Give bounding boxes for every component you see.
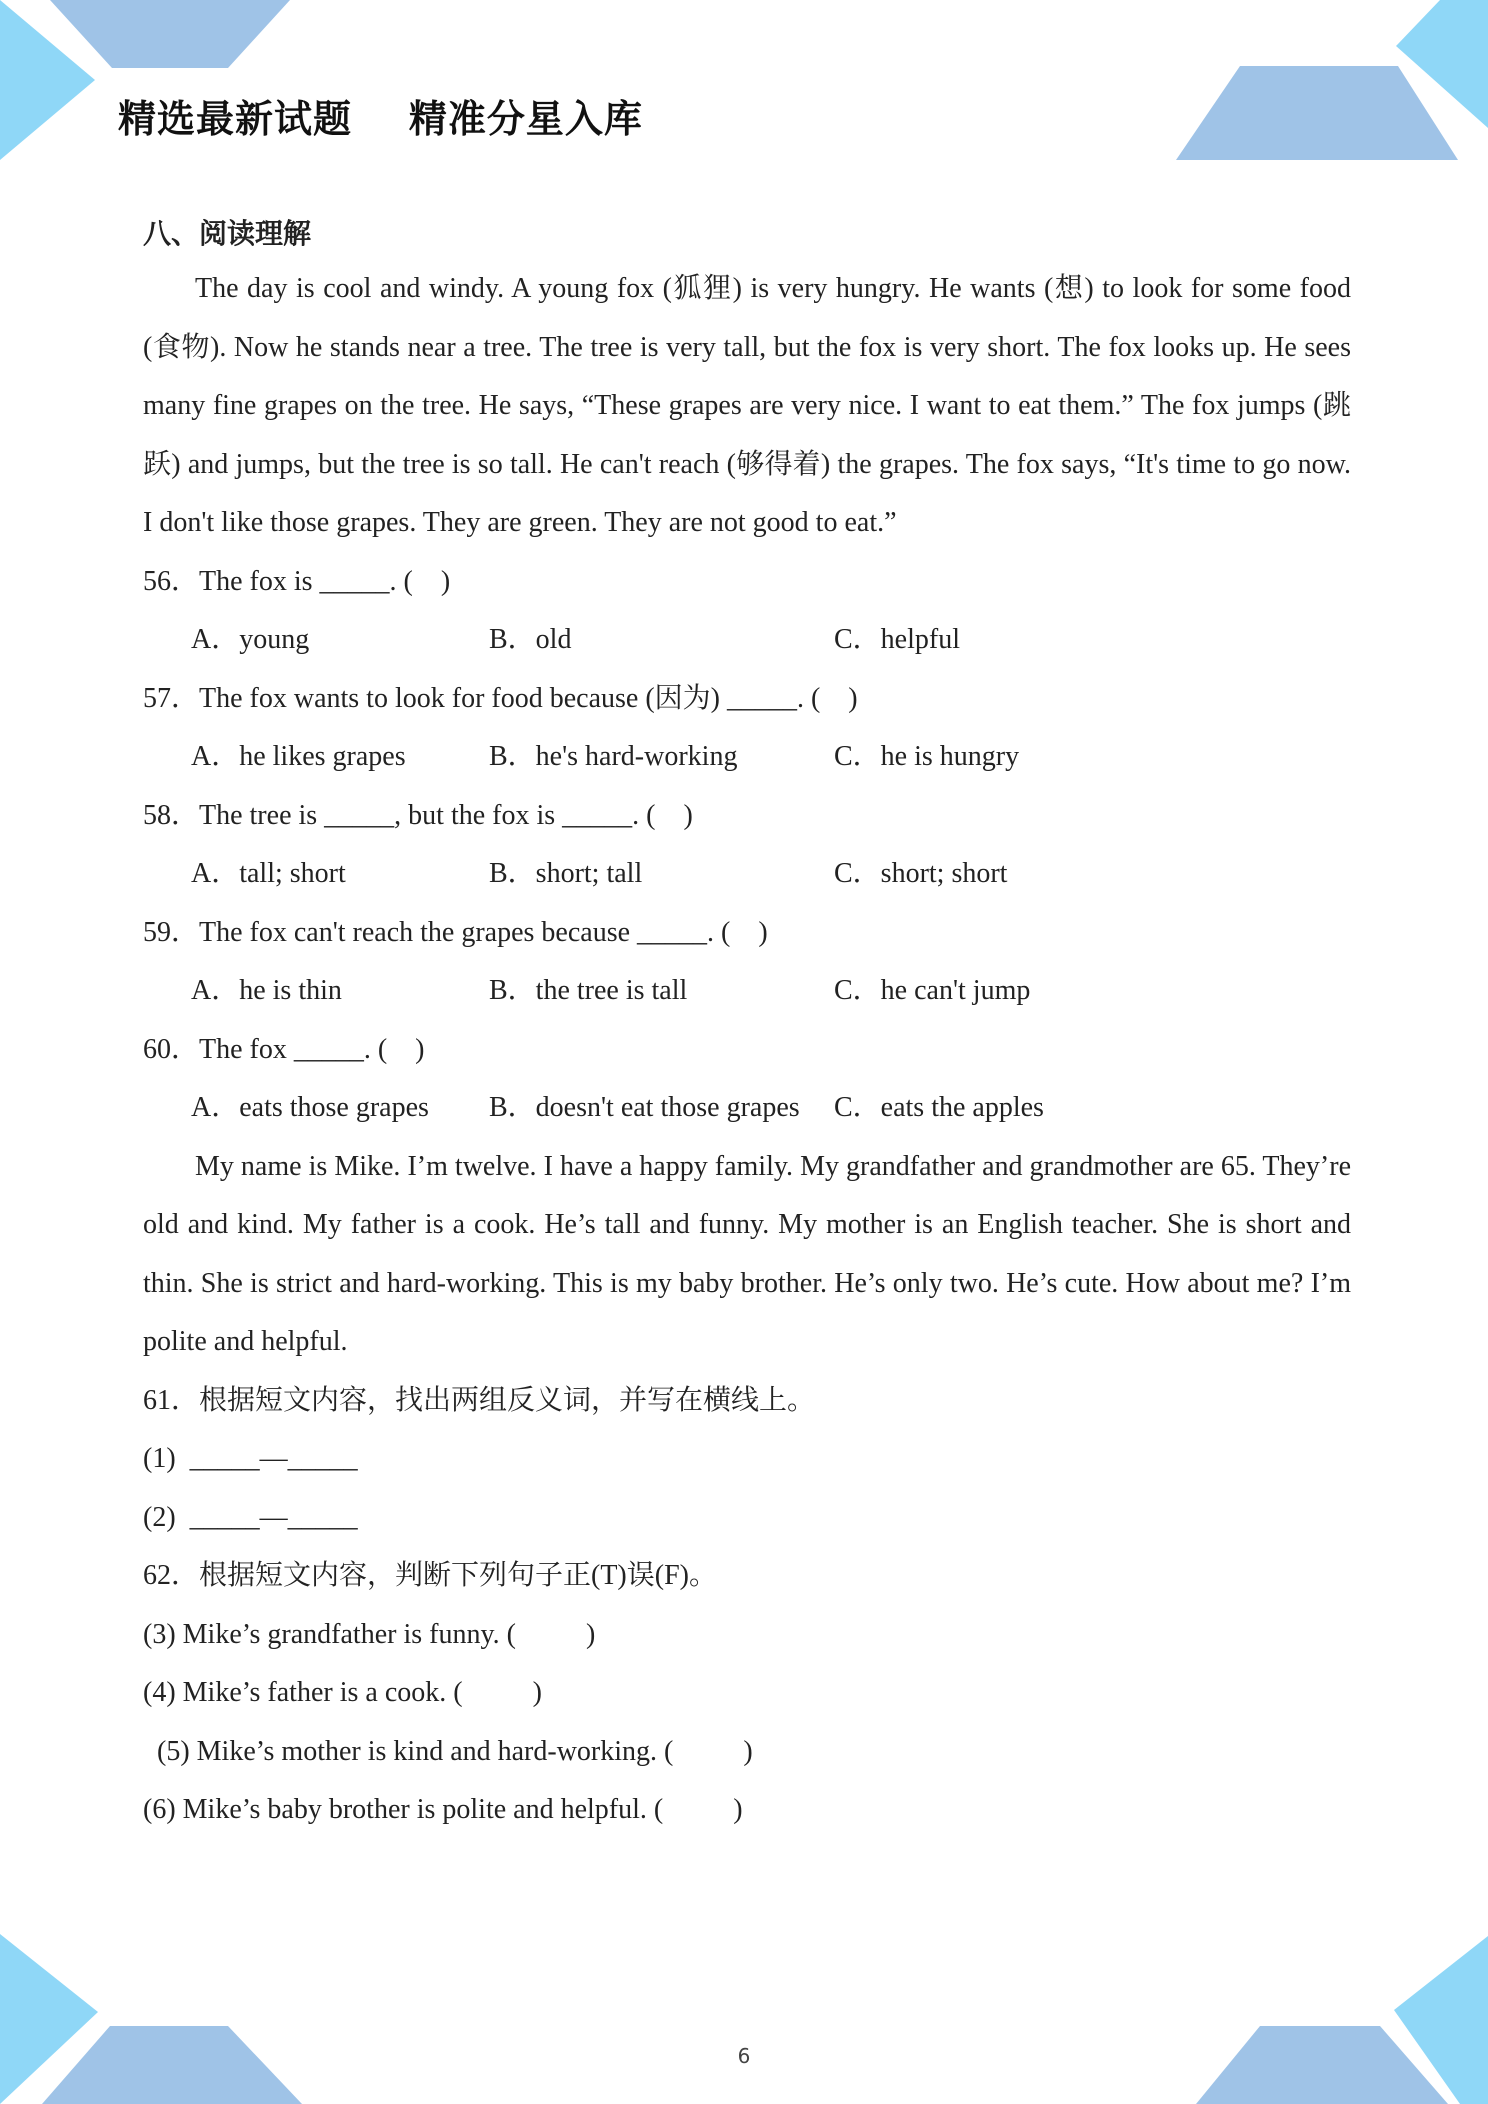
option-c: C．he is hungry [834,741,1020,772]
option-b: B．short; tall [489,858,643,889]
question-62: 62．根据短文内容，判断下列句子正(T)误(F)。 [143,1560,717,1591]
question-56 [143,553,1351,670]
tf-item-5: (5) Mike’s mother is kind and hard-working. ( ) [157,1735,753,1767]
top-left-trapezoid [50,0,290,68]
option-c: C．he can't jump [834,975,1031,1006]
option-b: B．he's hard-working [489,741,738,772]
answer-line-2: (2) _____—_____ [143,1501,358,1533]
option-b: B．the tree is tall [489,975,688,1006]
option-b: B．doesn't eat those grapes [489,1092,800,1123]
top-right-trapezoid [1176,66,1458,160]
page-number: 6 [737,2044,751,2068]
question-text: 57．The fox wants to look for food because (因为) _____. ( ) [143,682,858,714]
document-body [143,208,1351,1840]
question-57 [143,670,1351,787]
reading-passage-1: The day is cool and windy. A young fox (狐狸) is very hungry. He wants (想) to look for some food (食物). Now he stands near a tree. The tree is very tall, but the fox is very short. The fox looks up. He sees many fine grapes on the tree. He says, “These grapes are very nice. I want to eat them.” The fox jumps (跳跃) and jumps, but the tree is so tall. He can't reach (够得着) the grapes. The fox says, “It's time to go now. I don't like those grapes. They are green. They are not good to eat.” [143,273,1351,538]
question-text: 58．The tree is _____, but the fox is _____. ( ) [143,799,693,831]
option-a: A．eats those grapes [191,1092,429,1123]
section-title: 八、阅读理解 [143,217,312,250]
tf-item-4: (4) Mike’s father is a cook. ( ) [143,1677,542,1708]
option-c: C．eats the apples [834,1092,1044,1123]
tf-item-6: (6) Mike’s baby brother is polite and helpful. ( ) [143,1794,743,1825]
answer-line-1: (1) _____—_____ [143,1443,358,1474]
option-b: B．old [489,624,572,655]
option-c: C．short; short [834,858,1008,889]
question-59 [143,904,1351,1021]
options [143,611,1351,670]
question-61: 61．根据短文内容，找出两组反义词，并写在横线上。 [143,1384,816,1416]
option-a: A．tall; short [191,858,346,889]
options [143,1079,1351,1138]
question-text: 56．The fox is _____. ( ) [143,565,451,597]
question-text: 60．The fox _____. ( ) [143,1033,425,1065]
options [143,728,1351,787]
options [143,845,1351,904]
option-a: A．he likes grapes [191,741,406,772]
tf-item-3: (3) Mike’s grandfather is funny. ( ) [143,1618,596,1650]
header-title: 精选最新试题 精准分星入库 [118,97,643,141]
option-c: C．helpful [834,624,960,655]
option-a: A．young [191,624,310,655]
question-60 [143,1021,1351,1138]
reading-passage-2: My name is Mike. I’m twelve. I have a happy family. My grandfather and grandmother are 65. They’re old and kind. My father is a cook. He’s tall and funny. My mother is an English teacher. She is short and thin. She is strict and hard-working. This is my baby brother. He’s only two. He’s cute. How about me? I’m polite and helpful. [143,1150,1351,1357]
question-text: 59．The fox can't reach the grapes because _____. ( ) [143,916,768,948]
question-58 [143,787,1351,904]
options [143,962,1351,1021]
option-a: A．he is thin [191,975,342,1006]
